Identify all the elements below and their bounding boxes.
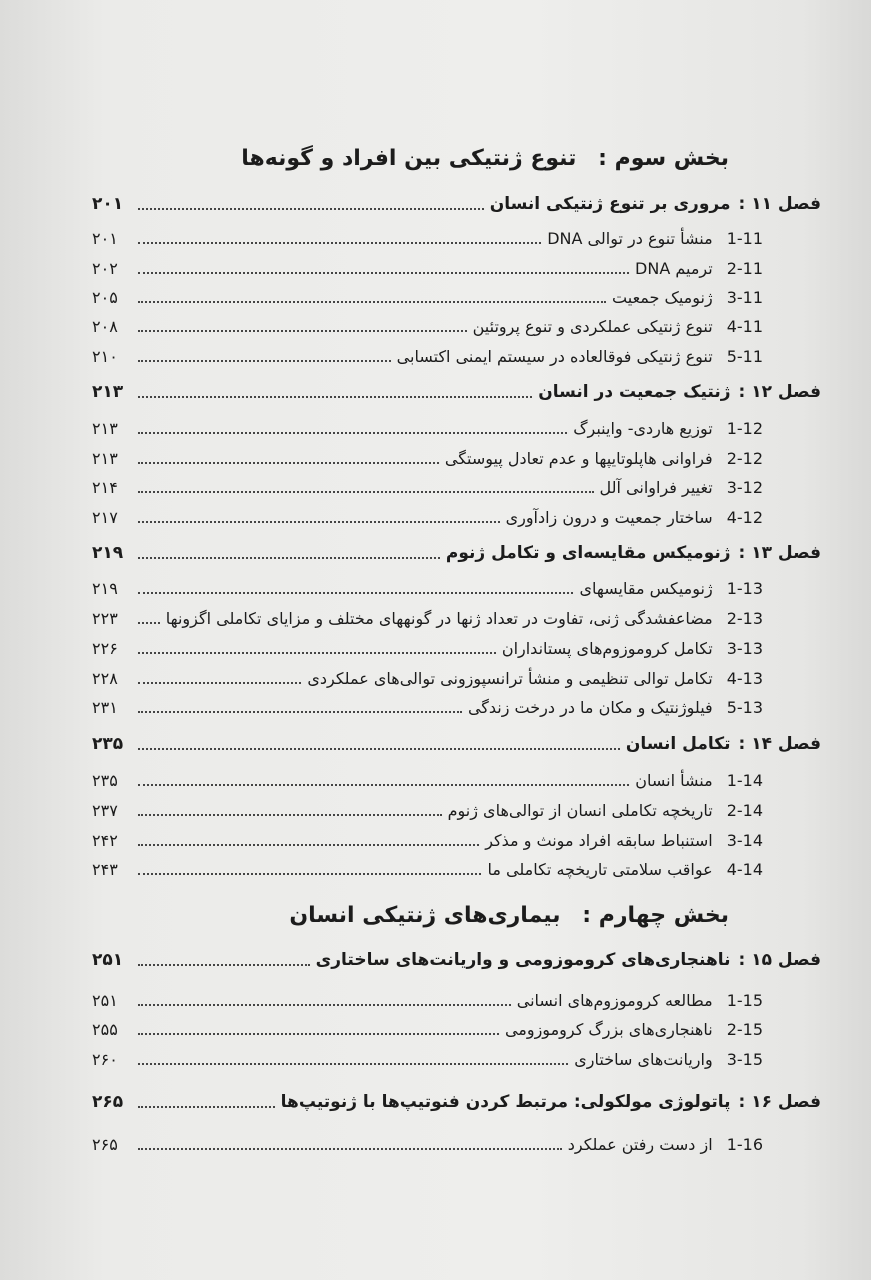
page-number: ۲۶۵: [92, 1135, 118, 1154]
section-number: 2-15: [726, 1020, 763, 1039]
toc-chapter-line: [92, 537, 821, 563]
toc-section-line: [92, 412, 763, 438]
dot-leader: [138, 682, 301, 684]
entry-title: از دست رفتن عملکرد: [567, 1135, 713, 1154]
toc-section-line: [92, 632, 763, 658]
entry-title: توزیع هاردی- واینبرگ: [573, 419, 713, 438]
section-number: 4-14: [726, 860, 763, 879]
dot-leader: [138, 521, 500, 523]
section-number: 5-13: [726, 698, 763, 717]
page-number: ۲۶۵: [92, 1092, 124, 1112]
page-number: ۲۲۳: [92, 609, 118, 628]
entry-title: تکامل انسان: [625, 734, 731, 754]
page-number: ۲۰۱: [92, 194, 124, 214]
part-label: بخش چهارم :: [582, 903, 729, 928]
part-label: بخش سوم :: [598, 146, 729, 171]
toc-section-line: [92, 824, 763, 850]
section-number: 1-16: [726, 1135, 763, 1154]
entry-title: ژنومیک جمعیت: [612, 288, 713, 307]
toc-section-line: [92, 1013, 763, 1039]
entry-title: ناهنجاری‌های کروموزومی و واریانت‌های ساختاری: [315, 950, 731, 970]
page-number: ۲۰۱: [92, 229, 118, 248]
page-number: ۲۵۱: [92, 950, 124, 970]
entry-title: منشأ انسان: [635, 771, 713, 790]
entry-title: استنباط سابقه افراد مونث و مذکر: [485, 831, 713, 850]
toc-section-line: [92, 984, 763, 1010]
toc-section-line: [92, 853, 763, 879]
dot-leader: [138, 1004, 511, 1006]
page-number: ۲۱۰: [92, 347, 118, 366]
toc-section-line: [92, 252, 763, 278]
entry-title: مضاعفشدگی ژنی، تفاوت در تعداد ژنها در گونههای مختلف و مزایای تکاملی اگزونها: [165, 609, 713, 628]
page-number: ۲۳۱: [92, 698, 118, 717]
dot-leader: [138, 711, 462, 713]
part-title: تنوع ژنتیکی بین افراد و گونه‌ها: [241, 146, 577, 171]
part-heading: [289, 905, 729, 927]
entry-title: ژنومیکس مقایسهای: [579, 579, 713, 598]
dot-leader: [138, 396, 532, 398]
toc-section-line: [92, 662, 763, 688]
entry-title: پاتولوژی مولکولی: مرتبط کردن فنوتیپ‌ها با ژنوتیپ‌ها: [280, 1092, 731, 1112]
section-number: 3-15: [726, 1050, 763, 1069]
section-number: 1-11: [726, 229, 763, 248]
dot-leader: [138, 557, 440, 559]
chapter-label: فصل ۱۵ :: [738, 950, 821, 970]
section-number: 1-14: [726, 771, 763, 790]
section-number: 5-11: [726, 347, 763, 366]
toc-section-line: [92, 442, 763, 468]
dot-leader: [138, 964, 310, 966]
entry-title: تنوع ژنتیکی فوقالعاده در سیستم ایمنی اکتسابی: [396, 347, 713, 366]
dot-leader: [138, 784, 629, 786]
chapter-label: فصل ۱۴ :: [738, 734, 821, 754]
entry-title: ناهنجاری‌های بزرگ کروموزومی: [504, 1020, 713, 1039]
section-number: 1-12: [726, 419, 763, 438]
dot-leader: [138, 1106, 275, 1108]
entry-title: تکامل توالی تنظیمی و منشأ ترانسپوزونی توالی‌های عملکردی: [307, 669, 713, 688]
entry-title: فیلوژنتیک و مکان ما در درخت زندگی: [467, 698, 713, 717]
dot-leader: [138, 301, 606, 303]
section-number: 4-11: [726, 317, 763, 336]
chapter-label: فصل ۱۲ :: [738, 382, 821, 402]
toc-section-line: [92, 471, 763, 497]
section-number: 2-13: [726, 609, 763, 628]
entry-title: منشأ تنوع در توالی DNA: [547, 229, 713, 248]
toc-section-line: [92, 794, 763, 820]
section-number: 2-11: [726, 259, 763, 278]
chapter-label: فصل ۱۳ :: [738, 543, 821, 563]
toc-section-line: [92, 501, 763, 527]
toc-section-line: [92, 691, 763, 717]
dot-leader: [138, 1033, 499, 1035]
section-number: 3-12: [726, 478, 763, 497]
toc-chapter-line: [92, 1086, 821, 1112]
section-number: 1-13: [726, 579, 763, 598]
page-number: ۲۵۵: [92, 1020, 118, 1039]
page-number: ۲۴۲: [92, 831, 118, 850]
toc-section-line: [92, 572, 763, 598]
toc-section-line: [92, 1128, 763, 1154]
section-number: 2-12: [726, 449, 763, 468]
page-number: ۲۱۴: [92, 478, 118, 497]
page-number: ۲۶۰: [92, 1050, 118, 1069]
page-number: ۲۲۸: [92, 669, 118, 688]
page-number: ۲۲۶: [92, 639, 118, 658]
toc-section-line: [92, 310, 763, 336]
chapter-label: فصل ۱۶ :: [738, 1092, 821, 1112]
part-heading: [241, 148, 729, 170]
dot-leader: [138, 208, 484, 210]
page-number: ۲۵۱: [92, 991, 118, 1010]
toc-chapter-line: [92, 944, 821, 970]
entry-title: تاریخچه تکاملی انسان از توالی‌های ژنوم: [447, 801, 713, 820]
toc-section-line: [92, 222, 763, 248]
toc-section-line: [92, 764, 763, 790]
page-number: ۲۱۳: [92, 419, 118, 438]
dot-leader: [138, 622, 160, 624]
entry-title: عواقب سلامتی تاریخچه تکاملی ما: [487, 860, 713, 879]
page-number: ۲۴۳: [92, 860, 118, 879]
dot-leader: [138, 844, 479, 846]
entry-title: ژنتیک جمعیت در انسان: [538, 382, 731, 402]
entry-title: ترمیم DNA: [635, 259, 713, 278]
page-number: ۲۰۲: [92, 259, 118, 278]
section-number: 3-14: [726, 831, 763, 850]
section-number: 2-14: [726, 801, 763, 820]
toc-chapter-line: [92, 728, 821, 754]
entry-title: ژنومیکس مقایسه‌ای و تکامل ژنوم: [445, 543, 731, 563]
section-number: 1-15: [726, 991, 763, 1010]
page-number: ۲۳۵: [92, 771, 118, 790]
dot-leader: [138, 462, 439, 464]
dot-leader: [138, 360, 391, 362]
page-number: ۲۱۷: [92, 508, 118, 527]
toc-section-line: [92, 340, 763, 366]
part-title: بیماری‌های ژنتیکی انسان: [289, 903, 561, 928]
entry-title: تغییر فراوانی آلل: [599, 478, 713, 497]
entry-title: تنوع ژنتیکی عملکردی و تنوع پروتئین: [472, 317, 713, 336]
page-number: ۲۱۳: [92, 382, 124, 402]
dot-leader: [138, 330, 467, 332]
dot-leader: [138, 272, 629, 274]
toc-section-line: [92, 602, 763, 628]
dot-leader: [138, 592, 573, 594]
chapter-label: فصل ۱۱ :: [738, 194, 821, 214]
entry-title: تکامل کروموزوم‌های پستانداران: [501, 639, 713, 658]
page-number: ۲۳۷: [92, 801, 118, 820]
dot-leader: [138, 491, 594, 493]
page-number: ۲۱۹: [92, 543, 124, 563]
toc-chapter-line: [92, 376, 821, 402]
dot-leader: [138, 748, 620, 750]
entry-title: مروری بر تنوع ژنتیکی انسان: [489, 194, 731, 214]
section-number: 4-12: [726, 508, 763, 527]
toc-section-line: [92, 1043, 763, 1069]
entry-title: واریانت‌های ساختاری: [574, 1050, 713, 1069]
section-number: 4-13: [726, 669, 763, 688]
dot-leader: [138, 652, 496, 654]
toc-chapter-line: [92, 188, 821, 214]
section-number: 3-11: [726, 288, 763, 307]
dot-leader: [138, 1063, 568, 1065]
page-number: ۲۱۳: [92, 449, 118, 468]
section-number: 3-13: [726, 639, 763, 658]
entry-title: ساختار جمعیت و درون زادآوری: [505, 508, 713, 527]
toc-section-line: [92, 281, 763, 307]
dot-leader: [138, 814, 442, 816]
page-number: ۲۳۵: [92, 734, 124, 754]
entry-title: فراوانی هاپلوتایپها و عدم تعادل پیوستگی: [444, 449, 713, 468]
page-number: ۲۱۹: [92, 579, 118, 598]
entry-title: مطالعه کروموزوم‌های انسانی: [516, 991, 713, 1010]
page-number: ۲۰۵: [92, 288, 118, 307]
dot-leader: [138, 432, 567, 434]
dot-leader: [138, 242, 541, 244]
dot-leader: [138, 873, 481, 875]
page-number: ۲۰۸: [92, 317, 118, 336]
dot-leader: [138, 1148, 562, 1150]
